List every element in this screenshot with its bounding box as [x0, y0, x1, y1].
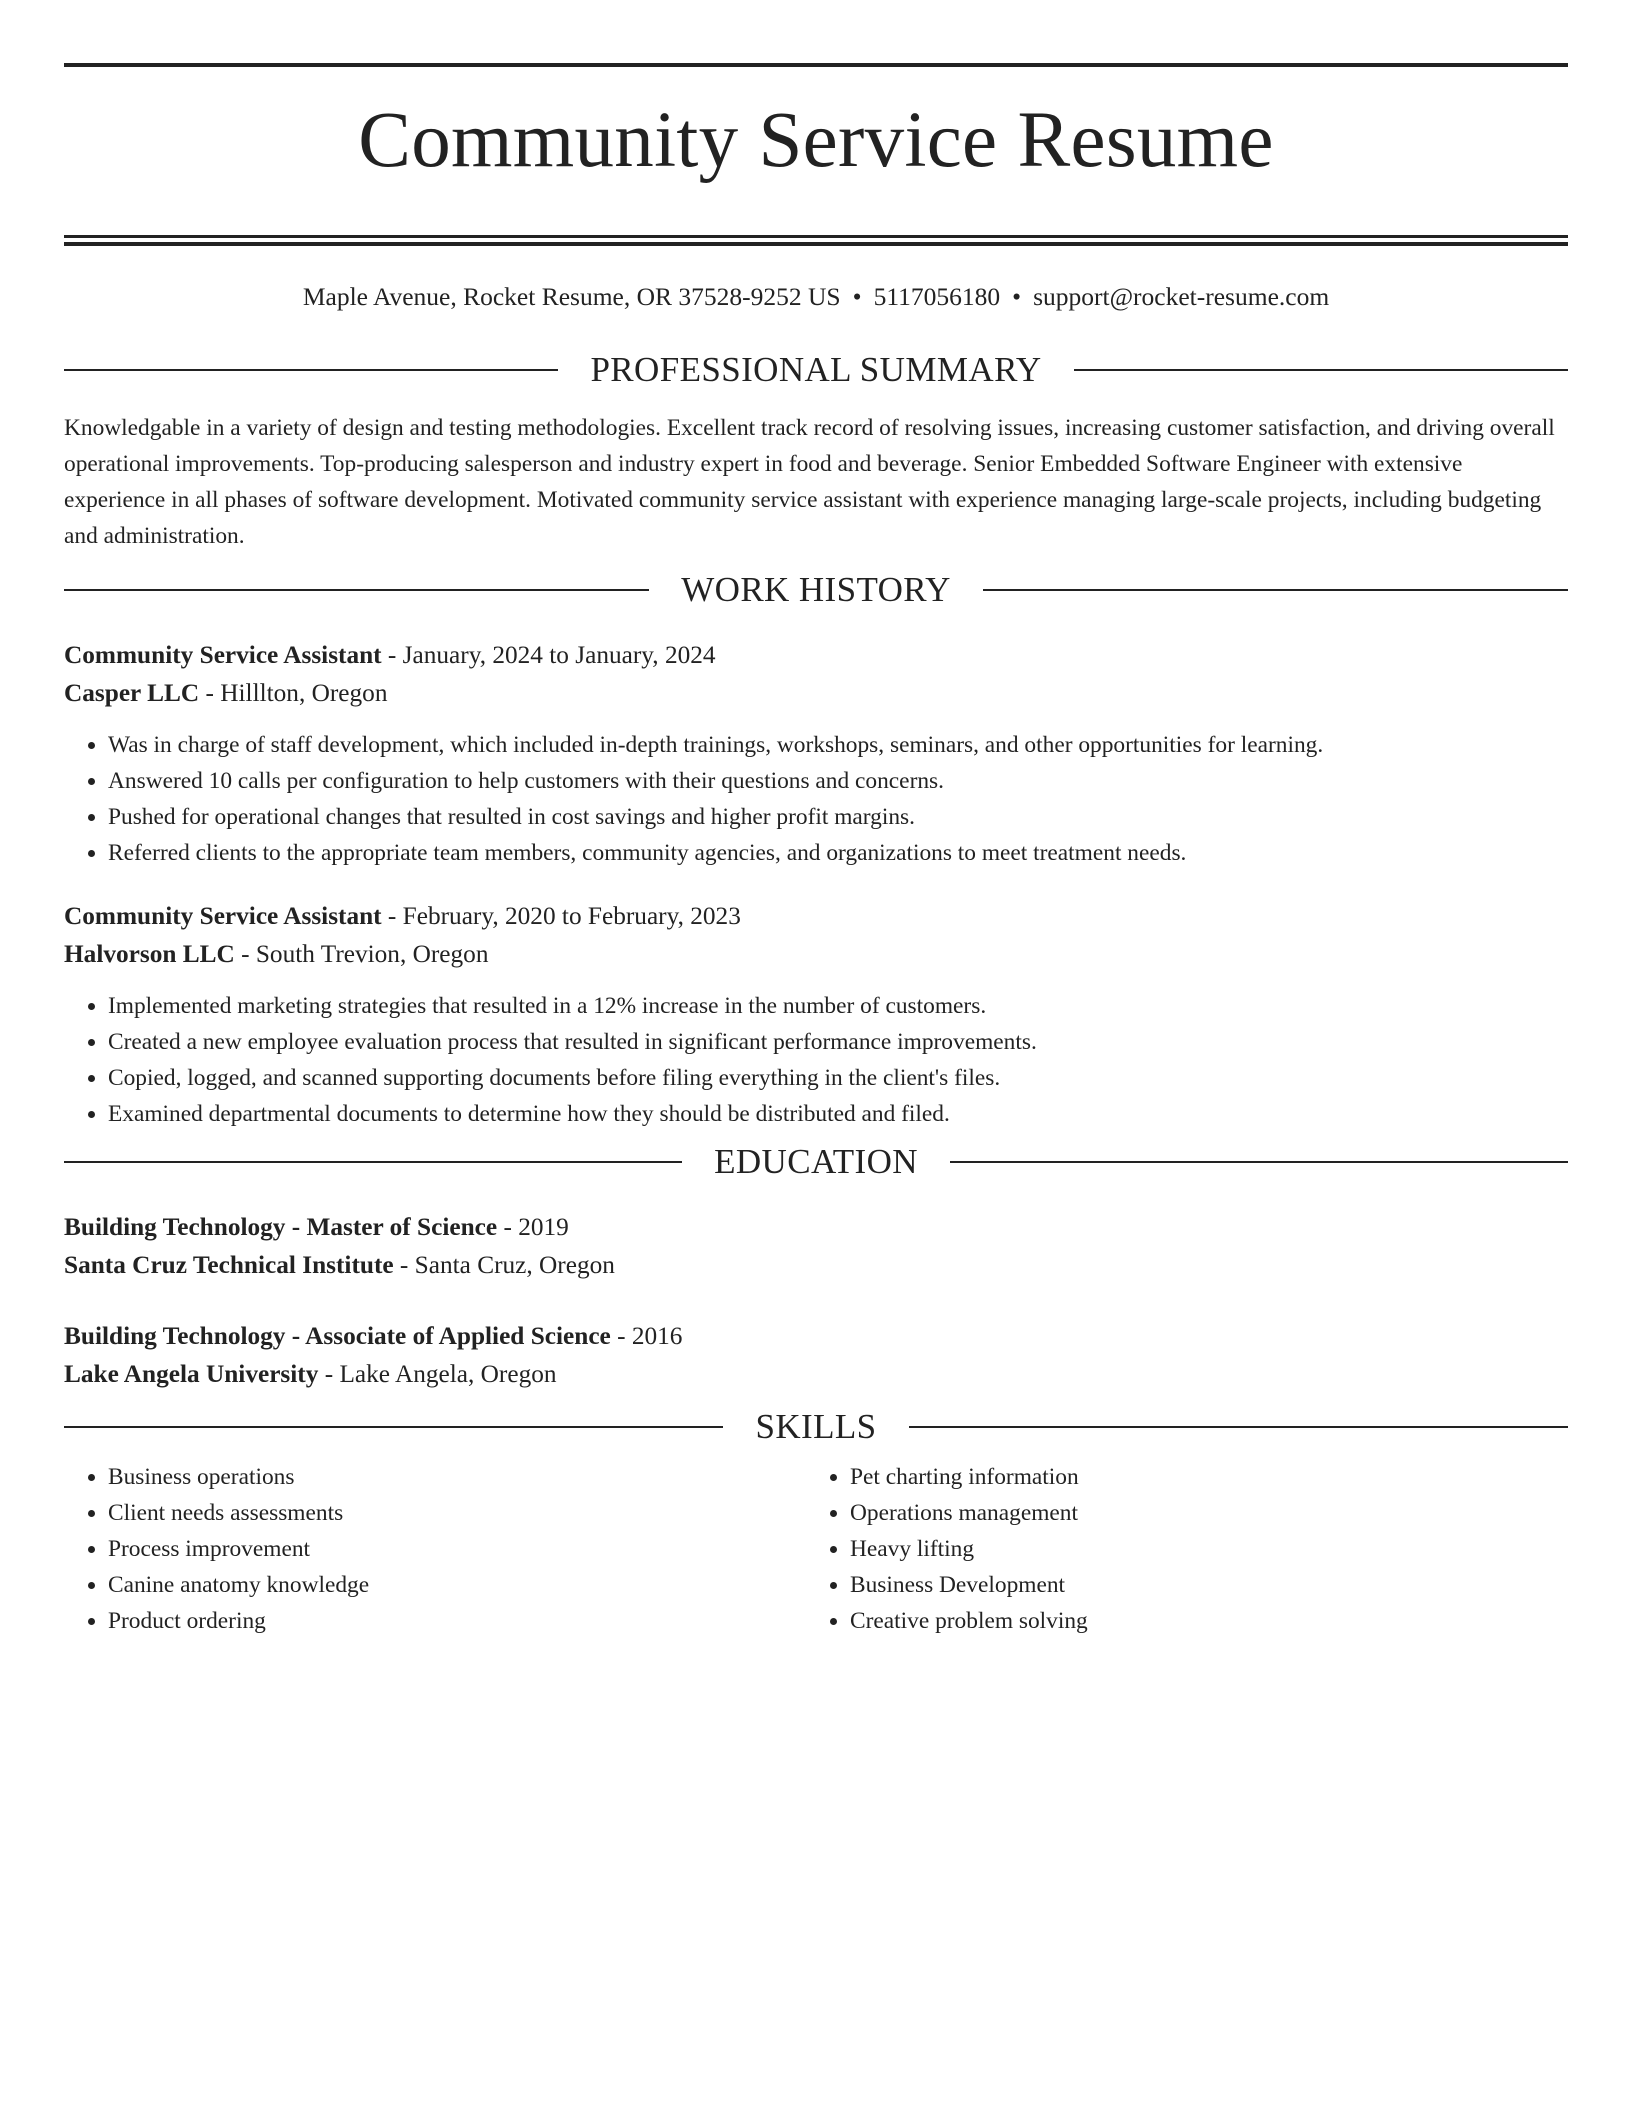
degree-year: - 2019	[497, 1213, 569, 1241]
job-title: Community Service Assistant	[64, 641, 382, 669]
contact-phone: 5117056180	[873, 282, 1001, 311]
summary-text: Knowledgable in a variety of design and testing methodologies. Excellent track record of resolving issues, increasing customer satisfaction, and driving overall operational improvements. Top-producing salesperson and industry expert in food and beverage. Senior Embedded Software Engineer with extensive experience in all phases of software development. Motivated community service assistant with experience managing large-scale projects, including budgeting and administration.	[64, 415, 1555, 549]
contact-line	[64, 280, 1568, 314]
skill-item: • Heavy lifting	[850, 1531, 1548, 1567]
contact-separator: •	[852, 282, 862, 311]
header-rule-left	[64, 589, 649, 591]
degree: Building Technology - Associate of Applied Science	[64, 1322, 611, 1350]
skill-item: • Client needs assessments	[108, 1495, 806, 1531]
degree-year: - 2016	[610, 1322, 683, 1350]
job-title: Community Service Assistant	[64, 902, 382, 930]
list-item: • Answered 10 calls per configuration to help customers with their questions and concerns.	[108, 763, 1568, 799]
contact-address: Maple Avenue, Rocket Resume, OR 37528-9252 US	[302, 282, 841, 311]
list-item: • Pushed for operational changes that resulted in cost savings and higher profit margins.	[108, 799, 1568, 835]
degree-line	[64, 1208, 1568, 1246]
job-bullets	[64, 988, 1568, 1132]
job-dates: - February, 2020 to February, 2023	[381, 902, 741, 930]
job-company-line	[64, 674, 1568, 712]
job-dates: - January, 2024 to January, 2024	[381, 641, 716, 669]
work-heading: WORK HISTORY	[681, 570, 951, 609]
skill-item: • Process improvement	[108, 1531, 806, 1567]
skills-list-right	[806, 1459, 1548, 1639]
job-title-line	[64, 636, 1568, 674]
school-line	[64, 1355, 1568, 1393]
header-rule-right	[983, 589, 1568, 591]
skills-heading: SKILLS	[755, 1407, 877, 1446]
skills-columns	[64, 1459, 1568, 1639]
work-section-header	[64, 570, 1568, 610]
header-rule-right	[909, 1426, 1568, 1428]
resume-title: Community Service Resume	[358, 97, 1274, 184]
job-company: Halvorson LLC	[64, 940, 235, 968]
skills-section-header	[64, 1407, 1568, 1447]
summary-section-header	[64, 350, 1568, 390]
education-section-header	[64, 1142, 1568, 1182]
skill-item: • Business operations	[108, 1459, 806, 1495]
header-rule-left	[64, 1161, 682, 1163]
list-item: • Copied, logged, and scanned supporting documents before filing everything in the client's files.	[108, 1060, 1568, 1096]
skill-item: • Pet charting information	[850, 1459, 1548, 1495]
school-location: - Santa Cruz, Oregon	[393, 1251, 615, 1279]
education-entry	[64, 1208, 1568, 1284]
list-item: • Was in charge of staff development, which included in-depth trainings, workshops, seminars, and other opportunities for learning.	[108, 727, 1568, 763]
skill-item: • Product ordering	[108, 1603, 806, 1639]
summary-heading: PROFESSIONAL SUMMARY	[590, 350, 1042, 389]
skill-item: • Operations management	[850, 1495, 1548, 1531]
header-rule-left	[64, 1426, 723, 1428]
school-location: - Lake Angela, Oregon	[318, 1360, 557, 1388]
education-heading: EDUCATION	[714, 1142, 918, 1181]
skills-list-left	[64, 1459, 806, 1639]
school: Lake Angela University	[64, 1360, 319, 1388]
school-line	[64, 1246, 1568, 1284]
skill-item: • Canine anatomy knowledge	[108, 1567, 806, 1603]
job-location: - South Trevion, Oregon	[234, 940, 489, 968]
list-item: • Referred clients to the appropriate team members, community agencies, and organizations to meet treatment needs.	[108, 835, 1568, 871]
skill-item: • Creative problem solving	[850, 1603, 1548, 1639]
header-rule-right	[950, 1161, 1568, 1163]
list-item: • Created a new employee evaluation process that resulted in significant performance improvements.	[108, 1024, 1568, 1060]
contact-separator: •	[1012, 282, 1022, 311]
job-bullets	[64, 727, 1568, 871]
header-rule-left	[64, 369, 558, 371]
job-entry	[64, 636, 1568, 871]
job-location: - Hilllton, Oregon	[199, 679, 388, 707]
list-item: • Examined departmental documents to determine how they should be distributed and filed.	[108, 1096, 1568, 1132]
title-double-rule	[64, 235, 1568, 246]
education-entry	[64, 1317, 1568, 1393]
header-rule-right	[1074, 369, 1568, 371]
job-company-line	[64, 935, 1568, 973]
job-company: Casper LLC	[64, 679, 200, 707]
skill-item: • Business Development	[850, 1567, 1548, 1603]
contact-email: support@rocket-resume.com	[1033, 282, 1330, 311]
degree: Building Technology - Master of Science	[64, 1213, 498, 1241]
list-item: • Implemented marketing strategies that resulted in a 12% increase in the number of customers.	[108, 988, 1568, 1024]
job-title-line	[64, 897, 1568, 935]
degree-line	[64, 1317, 1568, 1355]
school: Santa Cruz Technical Institute	[64, 1251, 394, 1279]
job-entry	[64, 897, 1568, 1132]
